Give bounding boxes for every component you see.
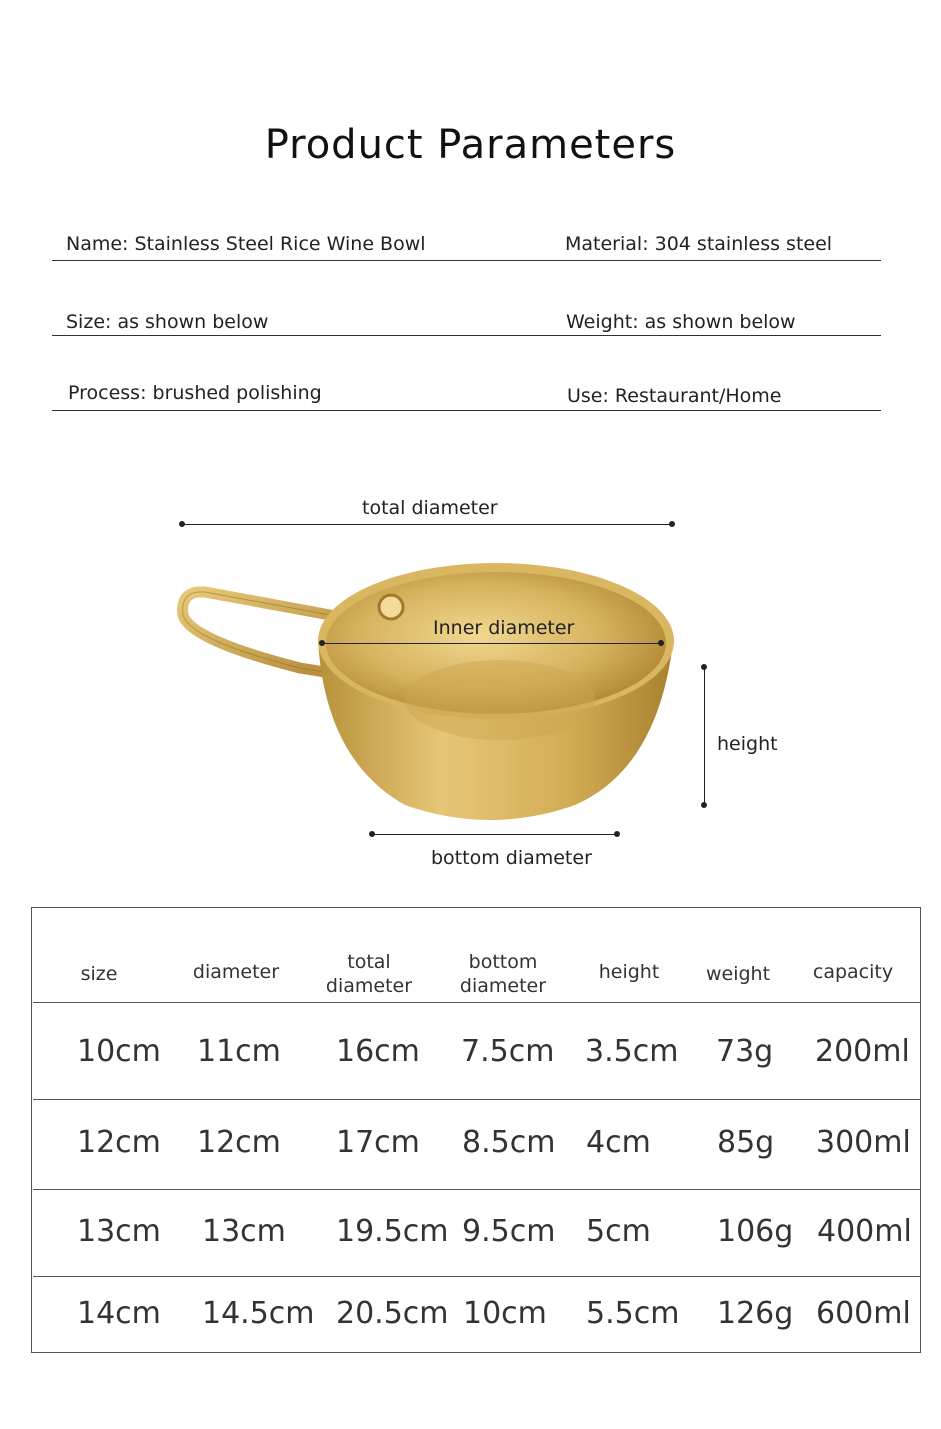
table-cell: 17cm (336, 1125, 420, 1160)
table-divider (33, 1099, 921, 1100)
page-title: Product Parameters (264, 122, 677, 168)
dim-dot (614, 831, 620, 837)
table-divider (33, 1276, 921, 1277)
table-cell: 400ml (817, 1214, 912, 1249)
table-cell: 106g (717, 1214, 794, 1249)
table-header-cell: total diameter (325, 951, 413, 997)
table-cell: 19.5cm (336, 1214, 449, 1249)
height-line (704, 667, 705, 805)
table-header-cell: diameter (192, 961, 280, 983)
param-use: Use: Restaurant/Home (567, 385, 782, 407)
table-cell: 13cm (77, 1214, 161, 1249)
table-header-cell: size (80, 963, 118, 985)
table-cell: 8.5cm (462, 1125, 556, 1160)
dim-dot (319, 640, 325, 646)
table-cell: 5.5cm (586, 1296, 680, 1331)
table-divider (33, 1189, 921, 1190)
table-cell: 4cm (586, 1125, 651, 1160)
table-cell: 20.5cm (336, 1296, 449, 1331)
table-cell: 200ml (815, 1034, 910, 1069)
dim-dot (669, 521, 675, 527)
param-name: Name: Stainless Steel Rice Wine Bowl (66, 233, 426, 255)
table-cell: 73g (716, 1034, 774, 1069)
table-cell: 10cm (77, 1034, 161, 1069)
table-cell: 7.5cm (461, 1034, 555, 1069)
height-label: height (717, 733, 778, 755)
param-material: Material: 304 stainless steel (565, 233, 833, 255)
param-size: Size: as shown below (66, 311, 269, 333)
table-cell: 12cm (197, 1125, 281, 1160)
bottom-diameter-line (372, 834, 617, 835)
table-cell: 5cm (586, 1214, 651, 1249)
table-cell: 3.5cm (585, 1034, 679, 1069)
table-cell: 12cm (77, 1125, 161, 1160)
dim-dot (701, 802, 707, 808)
inner-diameter-line (322, 643, 661, 644)
dim-dot (658, 640, 664, 646)
handle-shape (183, 592, 330, 672)
inner-diameter-label: Inner diameter (433, 617, 575, 639)
table-header-cell: bottom diameter (459, 951, 547, 997)
dim-dot (701, 664, 707, 670)
table-cell: 126g (717, 1296, 794, 1331)
total-diameter-line (182, 524, 672, 525)
total-diameter-label: total diameter (362, 497, 498, 519)
table-cell: 9.5cm (462, 1214, 556, 1249)
table-cell: 14.5cm (202, 1296, 315, 1331)
hang-hole-icon (379, 595, 403, 619)
table-header-cell: height (598, 961, 660, 983)
param-process: Process: brushed polishing (68, 382, 322, 404)
param-weight: Weight: as shown below (566, 311, 796, 333)
table-cell: 16cm (336, 1034, 420, 1069)
table-header-cell: weight (705, 963, 771, 985)
table-cell: 600ml (816, 1296, 911, 1331)
dim-dot (369, 831, 375, 837)
table-cell: 10cm (463, 1296, 547, 1331)
table-cell: 85g (717, 1125, 775, 1160)
table-divider (33, 1002, 921, 1003)
dim-dot (179, 521, 185, 527)
table-cell: 13cm (202, 1214, 286, 1249)
bottom-diameter-label: bottom diameter (431, 847, 592, 869)
table-cell: 11cm (197, 1034, 281, 1069)
table-cell: 14cm (77, 1296, 161, 1331)
table-cell: 300ml (816, 1125, 911, 1160)
table-header-cell: capacity (812, 961, 894, 983)
